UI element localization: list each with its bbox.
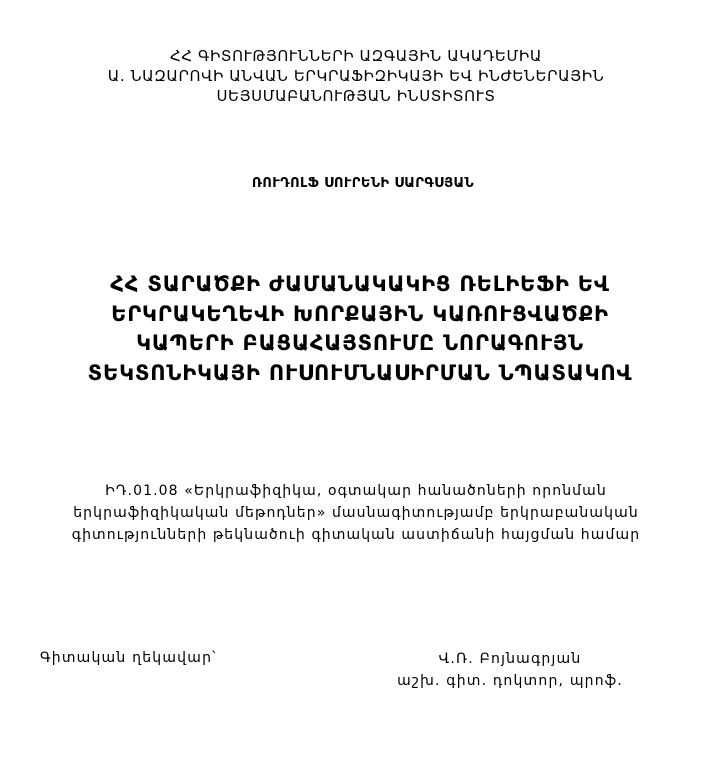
institution-line-1: ՀՀ ԳԻՏՈՒԹՅՈՒՆՆԵՐԻ ԱԶԳԱՅԻՆ ԱԿԱԴԵՄԻԱ (170, 47, 542, 65)
title-line-4: ՏԵԿՏՈՆԻԿԱՅԻ ՈՒՍՈՒՄՆԱՍԻՐՄԱՆ ՆՊԱՏԱԿՈՎ (87, 360, 633, 385)
title-line-3: ԿԱՊԵՐԻ ԲԱՑԱՀԱՅՏՈՒՄԸ ՆՈՐԱԳՈՒՅՆ (136, 331, 584, 355)
supervisor-name: Վ.Ռ. Բոյնագրյան (438, 651, 582, 667)
institution-line-2: Ա. ՆԱԶԱՐՈՎԻ ԱՆՎԱՆ ԵՐԿՐԱՖԻԶԻԿԱՅԻ ԵՎ ԻՆԺԵՆԵՐԱՅԻՆ (107, 67, 605, 85)
institution-header (0, 46, 712, 106)
supervisor-info (380, 648, 640, 692)
title-line-1: ՀՀ ՏԱՐԱԾՔԻ ԺԱՄԱՆԱԿԱԿԻՑ ՌԵԼԻԵՖԻ ԵՎ (110, 272, 610, 296)
specialty-line-2: երկրաֆիզիկական մեթոդներ» մասնագիտությամբ երկրաբանական (73, 505, 639, 521)
supervisor-label: Գիտական ղեկավար՝ (40, 650, 217, 666)
specialty-description (0, 480, 712, 546)
dissertation-title (0, 270, 712, 388)
specialty-line-1: ԻԴ.01.08 «Երկրաֆիզիկա, օգտակար հանածոների որոնման (105, 483, 607, 499)
specialty-line-3: գիտությունների թեկնածուի գիտական աստիճանի հայցման համար (71, 527, 641, 543)
title-line-2: ԵՐԿՐԱԿԵՂԵՎԻ ԽՈՐՔԱՅԻՆ ԿԱՌՈՒՑՎԱԾՔԻ (111, 301, 609, 326)
supervisor-degree: աշխ. գիտ. դոկտոր, պրոֆ. (397, 673, 623, 689)
author-name: ՌՈՒԴՈԼՖ ՍՈՒՐԵՆԻ ՍԱՐԳՍՅԱՆ (251, 176, 475, 191)
institution-line-3: ՍԵՅՍՄԱԲԱՆՈՒԹՅԱՆ ԻՆՍՏԻՏՈՒՏ (216, 87, 496, 105)
